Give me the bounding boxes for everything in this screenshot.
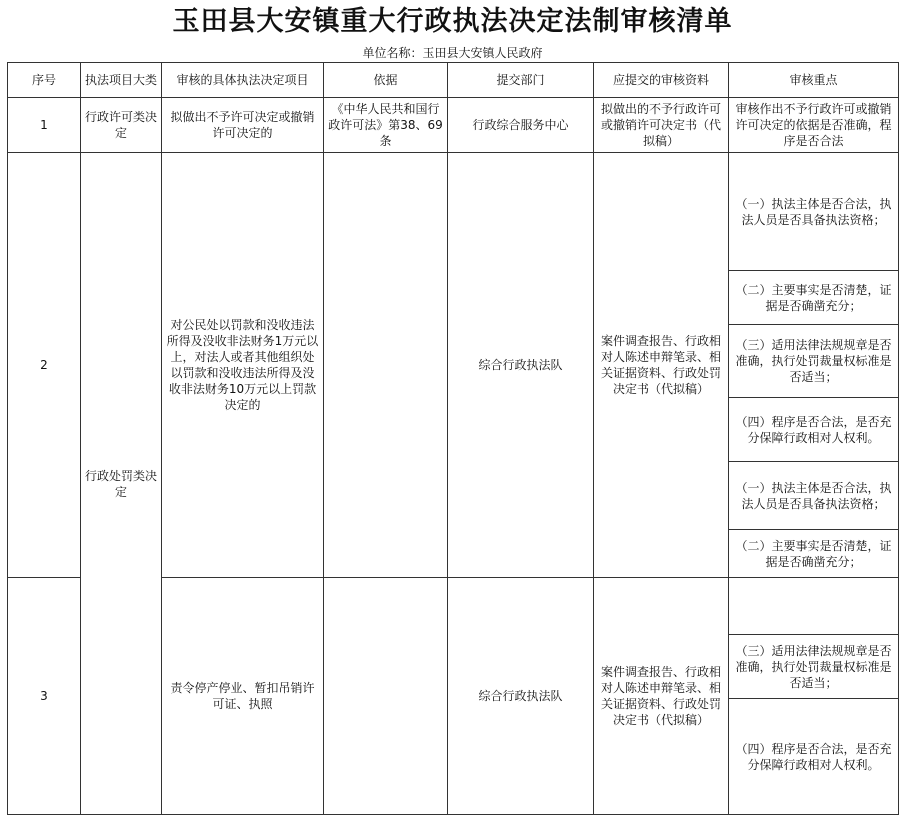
table-row bbox=[8, 98, 899, 153]
focus-item: （四）程序是否合法，是否充分保障行政相对人权利。 bbox=[729, 398, 899, 462]
review-table bbox=[7, 62, 899, 815]
header-category: 执法项目大类 bbox=[81, 63, 162, 98]
row-dept: 行政综合服务中心 bbox=[448, 98, 594, 153]
table-row bbox=[8, 153, 899, 271]
header-basis: 依据 bbox=[324, 63, 448, 98]
focus-item: （二）主要事实是否清楚，证据是否确凿充分； bbox=[729, 530, 899, 578]
header-row bbox=[8, 63, 899, 98]
unit-label: 单位名称：玉田县大安镇人民政府 bbox=[362, 46, 543, 60]
row-no: 2 bbox=[8, 153, 81, 578]
focus-item: （三）适用法律法规规章是否准确，执行处罚裁量权标准是否适当； bbox=[729, 325, 899, 398]
row-category: 行政许可类决定 bbox=[81, 98, 162, 153]
row-basis: 《中华人民共和国行政许可法》第38、69条 bbox=[324, 98, 448, 153]
row-focus: 审核作出不予行政许可或撤销许可决定的依据是否准确，程序是否合法 bbox=[729, 98, 899, 153]
row-materials: 拟做出的不予行政许可或撤销许可决定书（代拟稿） bbox=[594, 98, 729, 153]
focus-spacer bbox=[729, 578, 899, 587]
focus-item: （一）执法主体是否合法，执法人员是否具备执法资格； bbox=[729, 462, 899, 530]
row-materials: 案件调查报告、行政相对人陈述申辩笔录、相关证据资料、行政处罚决定书（代拟稿） bbox=[594, 578, 729, 815]
header-item: 审核的具体执法决定项目 bbox=[162, 63, 324, 98]
header-focus: 审核重点 bbox=[729, 63, 899, 98]
header-materials: 应提交的审核资料 bbox=[594, 63, 729, 98]
focus-item: （三）适用法律法规规章是否准确，执行处罚裁量权标准是否适当； bbox=[729, 635, 899, 699]
focus-item: （二）主要事实是否清楚，证据是否确凿充分； bbox=[729, 271, 899, 325]
row-category: 行政处罚类决定 bbox=[81, 153, 162, 815]
row-basis bbox=[324, 578, 448, 815]
header-no: 序号 bbox=[8, 63, 81, 98]
focus-item: （四）程序是否合法，是否充分保障行政相对人权利。 bbox=[729, 699, 899, 815]
focus-item: （一）执法主体是否合法，执法人员是否具备执法资格； bbox=[729, 153, 899, 271]
row-item: 对公民处以罚款和没收违法所得及没收非法财务1万元以上，对法人或者其他组织处以罚款和没收违法所得及没收非法财务10万元以上罚款决定的 bbox=[162, 153, 324, 578]
focus-spacer bbox=[729, 587, 899, 635]
row-item: 拟做出不予许可决定或撤销许可决定的 bbox=[162, 98, 324, 153]
row-dept: 综合行政执法队 bbox=[448, 578, 594, 815]
row-basis bbox=[324, 153, 448, 578]
row-materials: 案件调查报告、行政相对人陈述申辩笔录、相关证据资料、行政处罚决定书（代拟稿） bbox=[594, 153, 729, 578]
header-dept: 提交部门 bbox=[448, 63, 594, 98]
row-dept: 综合行政执法队 bbox=[448, 153, 594, 578]
row-no: 1 bbox=[8, 98, 81, 153]
row-no: 3 bbox=[8, 578, 81, 815]
page-title: 玉田县大安镇重大行政执法决定法制审核清单 bbox=[172, 6, 733, 37]
row-item: 责令停产停业、暂扣吊销许可证、执照 bbox=[162, 578, 324, 815]
